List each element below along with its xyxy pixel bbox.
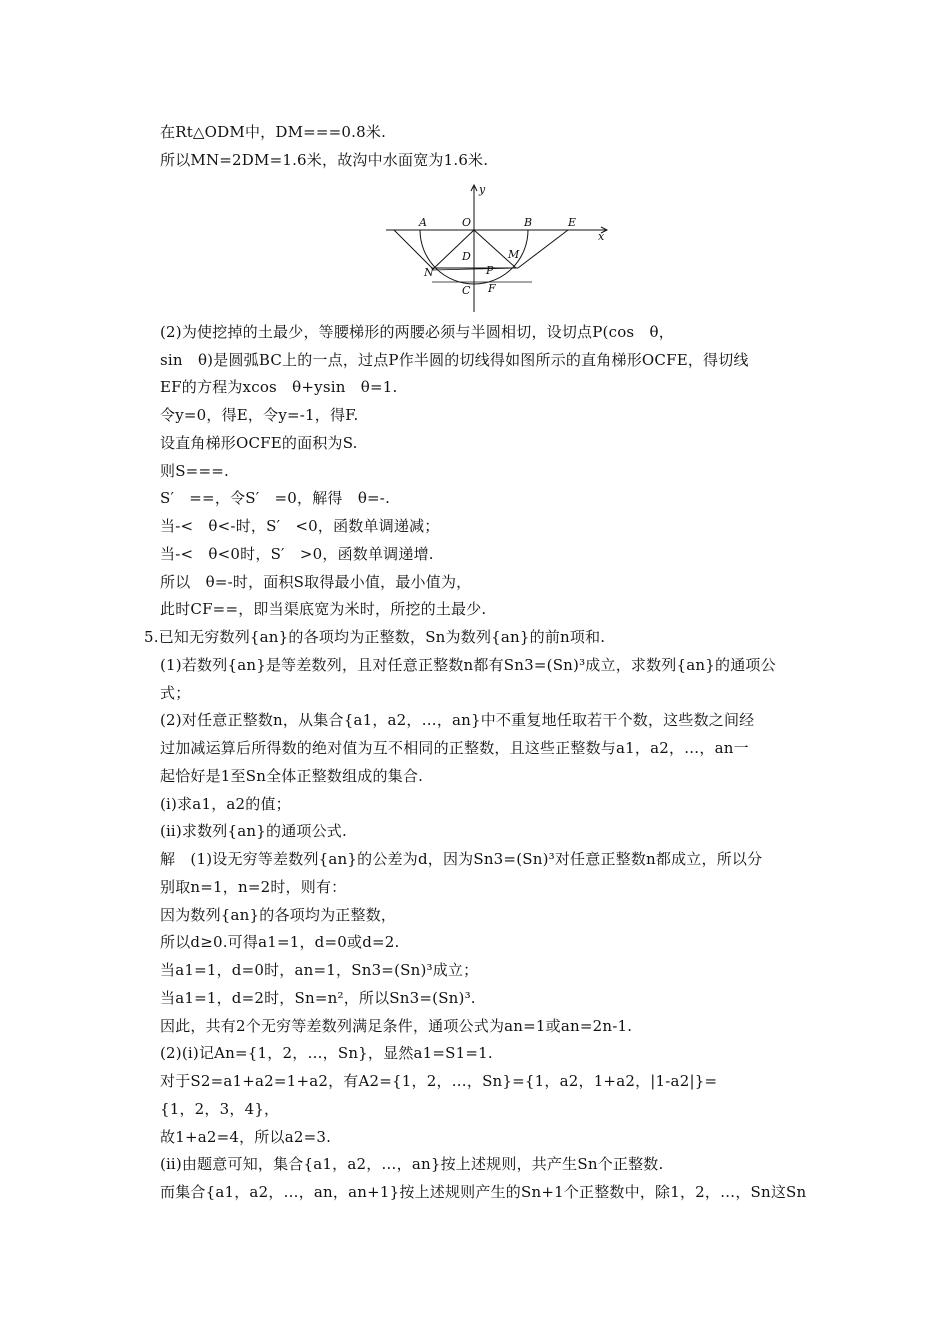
text-line: 起恰好是1至Sn全体正整数组成的集合. <box>160 767 424 785</box>
text-line: (ⅱ)由题意可知，集合{a1，a2，…，an}按上述规则，共产生Sn个正整数. <box>160 1155 664 1173</box>
text-line: 故1+a2=4，所以a2=3. <box>160 1128 332 1146</box>
text-line: 当-< θ<0时，S′ >0，函数单调递增. <box>160 545 434 563</box>
label-y: y <box>479 183 486 196</box>
label-B: B <box>524 216 533 229</box>
text-line: S′ ==，令S′ =0，解得 θ=-. <box>160 489 391 507</box>
label-O: O <box>462 216 472 229</box>
text-line: 所以MN=2DM=1.6米，故沟中水面宽为1.6米. <box>160 151 489 169</box>
text-line: EF的方程为xcos θ+ysin θ=1. <box>160 378 398 396</box>
text-line: sin θ)是圆弧BC上的一点，过点P作半圆的切线得如图所示的直角梯形OCFE，得切线 <box>160 351 749 369</box>
text-line: {1，2，3，4}， <box>160 1100 280 1118</box>
text-line: 所以 θ=-时，面积S取得最小值，最小值为， <box>160 573 472 591</box>
text-line: 在Rt△ODM中，DM===0.8米. <box>160 123 387 141</box>
label-P: P <box>486 264 494 277</box>
text-line: (1)若数列{an}是等差数列，且对任意正整数n都有Sn3=(Sn)³成立，求数列{an}的通项公 <box>160 656 776 674</box>
label-x: x <box>598 230 605 243</box>
problem-5-heading: 5.已知无穷数列{an}的各项均为正整数，Sn为数列{an}的前n项和. <box>144 628 606 646</box>
text-line: 则S===. <box>160 462 229 480</box>
text-line: 当a1=1，d=0时，an=1，Sn3=(Sn)³成立； <box>160 961 479 979</box>
text-line: 此时CF==，即当渠底宽为米时，所挖的土最少. <box>160 600 487 618</box>
text-line: 解 (1)设无穷等差数列{an}的公差为d，因为Sn3=(Sn)³对任意正整数n都成立，所以分 <box>160 850 763 868</box>
label-E: E <box>568 216 577 229</box>
text-line: 当-< θ<-时，S′ <0，函数单调递减； <box>160 517 440 535</box>
text-line: (ⅰ)求a1，a2的值； <box>160 795 291 813</box>
text-line: (ⅱ)求数列{an}的通项公式. <box>160 822 347 840</box>
text-line: 别取n=1，n=2时，则有： <box>160 878 347 896</box>
text-line: 因此，共有2个无穷等差数列满足条件，通项公式为an=1或an=2n-1. <box>160 1017 633 1035</box>
label-N: N <box>424 266 434 279</box>
text-line: 过加减运算后所得数的绝对值为互不相同的正整数，且这些正整数与a1，a2，…，an一 <box>160 739 749 757</box>
text-line: (2)(ⅰ)记An={1，2，…，Sn}，显然a1=S1=1. <box>160 1044 493 1062</box>
text-line: 当a1=1，d=2时，Sn=n²，所以Sn3=(Sn)³. <box>160 989 476 1007</box>
text-line: (2)为使挖掉的土最少，等腰梯形的两腰必须与半圆相切，设切点P(cos θ， <box>160 323 674 341</box>
label-D: D <box>462 250 471 263</box>
trapezoid-semicircle-figure <box>382 182 612 312</box>
text-line: 对于S2=a1+a2=1+a2，有A2={1，2，…，Sn}={1，a2，1+a2，|1-a2|}= <box>160 1072 718 1090</box>
text-line: 而集合{a1，a2，…，an，an+1}按上述规则产生的Sn+1个正整数中，除1，2，…，Sn这Sn <box>160 1183 807 1201</box>
text-line: 所以d≥0.可得a1=1，d=0或d=2. <box>160 933 400 951</box>
text-line: 令y=0，得E，令y=-1，得F. <box>160 406 359 424</box>
label-C: C <box>462 284 471 297</box>
label-F: F <box>488 282 496 295</box>
text-line: 因为数列{an}的各项均为正整数， <box>160 906 397 924</box>
text-line: 设直角梯形OCFE的面积为S. <box>160 434 358 452</box>
text-line: (2)对任意正整数n，从集合{a1，a2，…，an}中不重复地任取若干个数，这些数之间经 <box>160 711 755 729</box>
text-line: 式； <box>160 684 191 702</box>
label-M: M <box>508 248 520 261</box>
label-A: A <box>419 216 427 229</box>
